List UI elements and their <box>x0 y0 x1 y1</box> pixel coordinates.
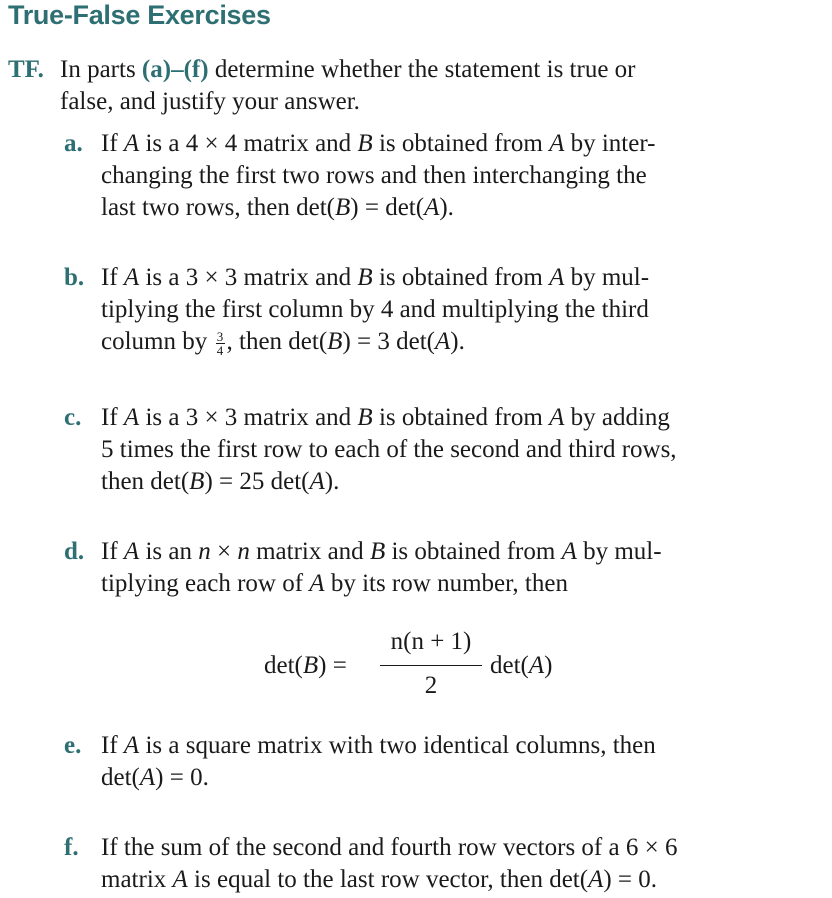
item-f-label: f. <box>64 834 79 861</box>
item-e-line-2: det(A) = 0. <box>101 764 209 791</box>
item-a-line-2: changing the first two rows and then interchanging the <box>101 162 647 189</box>
item-e-line-1: If A is a square matrix with two identical columns, then <box>101 732 656 759</box>
section-heading: True-False Exercises <box>8 0 271 30</box>
item-d-line-1: If A is an n × n matrix and B is obtained from A by mul- <box>101 538 662 565</box>
exercise-label: TF. <box>8 56 44 83</box>
item-c-line-1: If A is a 3 × 3 matrix and B is obtained from A by adding <box>101 404 670 431</box>
item-b-line-1: If A is a 3 × 3 matrix and B is obtained from A by mul- <box>101 264 650 291</box>
item-c-line-2: 5 times the first row to each of the second and third rows, <box>101 436 677 463</box>
item-f-line-1: If the sum of the second and fourth row vectors of a 6 × 6 <box>101 834 678 861</box>
parts-range: (a)–(f) <box>141 56 209 83</box>
item-a-line-3: last two rows, then det(B) = det(A). <box>101 194 454 221</box>
item-b-line-2: tiplying the first column by 4 and multiplying the third <box>101 296 649 323</box>
item-c-line-3: then det(B) = 25 det(A). <box>101 468 340 495</box>
item-c-label: c. <box>64 404 82 431</box>
equation-fraction-bar <box>380 665 482 666</box>
item-b-label: b. <box>64 264 85 291</box>
equation-right: det(A) <box>490 652 553 679</box>
item-b-line-3: column by $\frac{3}{4}$ , then det(B) = 3 det(A). <box>101 328 465 358</box>
item-e-label: e. <box>64 732 82 759</box>
equation-denominator: 2 <box>424 672 438 699</box>
item-f-line-2: matrix A is equal to the last row vector, then det(A) = 0. <box>101 866 658 893</box>
item-d-line-2: tiplying each row of A by its row number, then <box>101 570 568 597</box>
item-d-label: d. <box>64 538 85 565</box>
fraction-three-quarters: $\frac{3}{4}$ <box>216 328 224 358</box>
intro-line-2: false, and justify your answer. <box>60 88 360 115</box>
equation-numerator: n(n + 1) <box>390 628 472 655</box>
intro-line-1: In parts (a)–(f) determine whether the statement is true or <box>60 56 636 83</box>
equation-left: det(B) = <box>264 652 347 679</box>
item-a-line-1: If A is a 4 × 4 matrix and B is obtained from A by inter- <box>101 130 656 157</box>
item-a-label: a. <box>64 130 83 157</box>
